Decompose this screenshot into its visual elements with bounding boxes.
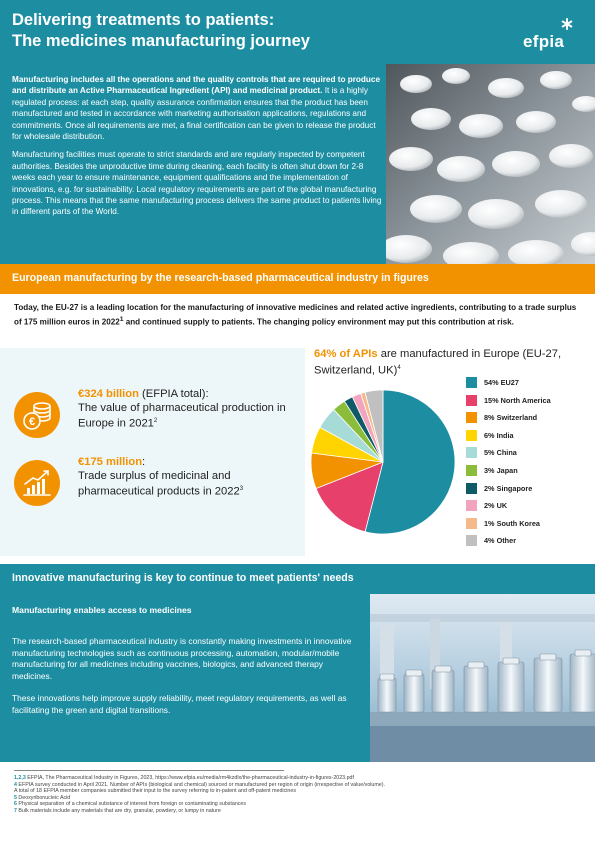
stat-production-footnote-ref: 2 [153, 418, 158, 425]
legend-item [466, 430, 591, 448]
footnote [14, 808, 584, 815]
pie-chart-legend [466, 377, 591, 553]
legend-label: 15% North America [484, 395, 551, 405]
lead-footnote-ref: 1 [119, 315, 124, 323]
intro-paragraph-1 [12, 74, 384, 142]
footnote-ref: 7 [14, 807, 17, 814]
stat-trade-footnote-ref: 3 [239, 486, 244, 493]
legend-swatch [466, 412, 477, 423]
legend-label: 2% UK [484, 501, 508, 511]
svg-text:€: € [28, 416, 36, 428]
growth-chart-icon [14, 460, 60, 506]
logo-wordmark: efpia [523, 32, 565, 51]
footnote [14, 801, 584, 808]
lead-text-b: and continued supply to patients. The changing policy environment may put this contribution at risk. [123, 317, 514, 327]
access-panel [0, 594, 370, 762]
page-title-line2: The medicines manufacturing journey [12, 32, 310, 50]
legend-item [466, 447, 591, 465]
legend-swatch [466, 483, 477, 494]
footnote-text: A total of 18 EFPIA member companies submitted their input to the survey referring to in-patent and off-patent medicines [14, 788, 296, 795]
stat-trade-surplus [14, 456, 304, 516]
legend-item [466, 518, 591, 536]
innovation-section-header [0, 564, 595, 594]
footnote-ref: 5 [14, 794, 17, 801]
coins-euro-icon [14, 392, 60, 438]
stat-trade-text [78, 456, 298, 500]
legend-swatch [466, 395, 477, 406]
footnote [14, 795, 584, 802]
legend-label: 2% Singapore [484, 483, 533, 493]
efpia-logo [523, 22, 583, 50]
intro-section [0, 64, 595, 264]
intro-paragraph-1-bold: Manufacturing includes all the operations and the quality controls that are required to produce and distribute an Active Pharmaceutical Ingredient (API) and medicinal product. [12, 75, 381, 96]
page-title-line1: Delivering treatments to patients: [12, 11, 275, 29]
legend-swatch [466, 447, 477, 458]
figures-lead-paragraph [14, 302, 584, 328]
footnotes [14, 770, 584, 815]
footnote-text: Bulk materials include any materials that are dry, granular, powdery, or lumpy in nature [16, 807, 221, 814]
pie-chart-heading [314, 347, 584, 379]
legend-item [466, 412, 591, 430]
vials-illustration [370, 594, 595, 762]
pie-heading-rest: are manufactured in Europe (EU-27, Switzerland, UK) [314, 348, 562, 378]
intro-paragraph-2: Manufacturing facilities must operate to strict standards and are regularly inspected by competent authorities. Besides the unproductive time during cleaning, each facility is often shut down for 2-8 weeks each year to ensure maintenance, equipment qualifications and the implementation of innovations, e.g. for sustainability. Local regulatory requirements are part of the global manufacturing process. This means that the same manufacturing process delivers the same product to patients living in different parts of the World. [12, 150, 382, 217]
stat-production-description: The value of pharmaceutical production in Europe in 2021 [78, 401, 286, 430]
intro-text [12, 74, 384, 225]
legend-swatch [466, 500, 477, 511]
vials-production-line-photo [370, 594, 595, 762]
legend-swatch [466, 430, 477, 441]
stat-production-value [14, 388, 304, 448]
legend-label: 54% EU27 [484, 378, 519, 387]
page-title [12, 10, 310, 52]
footnote-divider [14, 770, 284, 771]
footnote-text: Deoxyribonucleic Acid [16, 794, 71, 801]
stat-production-text [78, 388, 298, 432]
legend-swatch [466, 377, 477, 388]
footnote-ref: 1,2,3 [14, 775, 26, 781]
access-paragraph-2: These innovations help improve supply reliability, meet regulatory requirements, as well as facilitating the green and digital transitions. [12, 693, 347, 715]
footnote [14, 782, 584, 789]
api-origin-pie-chart [308, 387, 458, 537]
pills-photo [386, 64, 595, 264]
figures-section-title: European manufacturing by the research-based pharmaceutical industry in figures [12, 272, 429, 284]
legend-label: 5% China [484, 448, 517, 458]
legend-item [466, 535, 591, 553]
legend-item [466, 377, 591, 395]
legend-swatch [466, 465, 477, 476]
legend-swatch [466, 535, 477, 546]
stat-trade-amount: €175 million [78, 456, 143, 468]
pills-illustration [386, 64, 595, 264]
legend-item [466, 500, 591, 518]
legend-item [466, 483, 591, 501]
stat-production-amount: €324 billion [78, 388, 139, 400]
lead-text-a: Today, the EU-27 is a leading location for the manufacturing of innovative medicines and related active ingredients, contributing to a trade surplus of 175 million euros in 2022 [14, 303, 577, 327]
footnote-text: EFPIA, The Pharmaceutical Industry in Figures, 2023, https://www.efpia.eu/media/rm4kzdlx/the-pharmaceutical-industry-in-figures-2023.pdf [25, 775, 354, 781]
legend-item [466, 465, 591, 483]
footnote [14, 788, 584, 795]
access-body [12, 636, 362, 728]
intro-paragraph-1-rest: It is a highly regulated process: at each step, quality assurance confirmation ensures that the product has been manufactured and tested in accordance with marketing authorisation applications, regulations and commitments. Once all requirements are met, a final certification can be given to release the product for wholesale distribution. [12, 86, 376, 142]
access-paragraph-1: The research-based pharmaceutical industry is constantly making investments in innovative manufacturing technologies such as continuous processing, automation, modular/mobile manufacturing for all medicines including vaccines, biologics, and advanced therapy medicines. [12, 636, 352, 681]
legend-label: 4% Other [484, 536, 517, 546]
legend-label: 6% India [484, 430, 514, 440]
key-figures-panel [0, 348, 305, 556]
legend-label: 1% South Korea [484, 518, 540, 528]
pie-heading-highlight: 64% of APIs [314, 348, 378, 360]
legend-swatch [466, 518, 477, 529]
footnote-ref: 6 [14, 801, 17, 808]
pie-heading-footnote-ref: 4 [397, 365, 401, 372]
legend-label: 3% Japan [484, 465, 518, 475]
stat-trade-description: Trade surplus of medicinal and pharmaceutical products in 2022 [78, 469, 240, 498]
stat-production-suffix: (EFPIA total): [138, 388, 209, 400]
figures-section-header [0, 264, 595, 294]
innovation-section-title: Innovative manufacturing is key to continue to meet patients' needs [12, 572, 354, 584]
access-subtitle: Manufacturing enables access to medicines [12, 605, 192, 615]
footnote-text: EFPIA survey conducted in April 2021. Number of APIs (biological and chemical) sourced or manufactured per region of origin (irrespective of value/volume). [16, 781, 385, 788]
logo-star-icon [561, 18, 573, 30]
footnote-text: Physical separation of a chemical substance of interest from foreign or contaminating substances [16, 801, 247, 808]
legend-item [466, 395, 591, 413]
header-band [0, 0, 595, 64]
stat-trade-suffix: : [142, 456, 146, 468]
footnote [14, 775, 584, 782]
footnote-ref: 4 [14, 781, 17, 788]
legend-label: 8% Switzerland [484, 413, 538, 423]
